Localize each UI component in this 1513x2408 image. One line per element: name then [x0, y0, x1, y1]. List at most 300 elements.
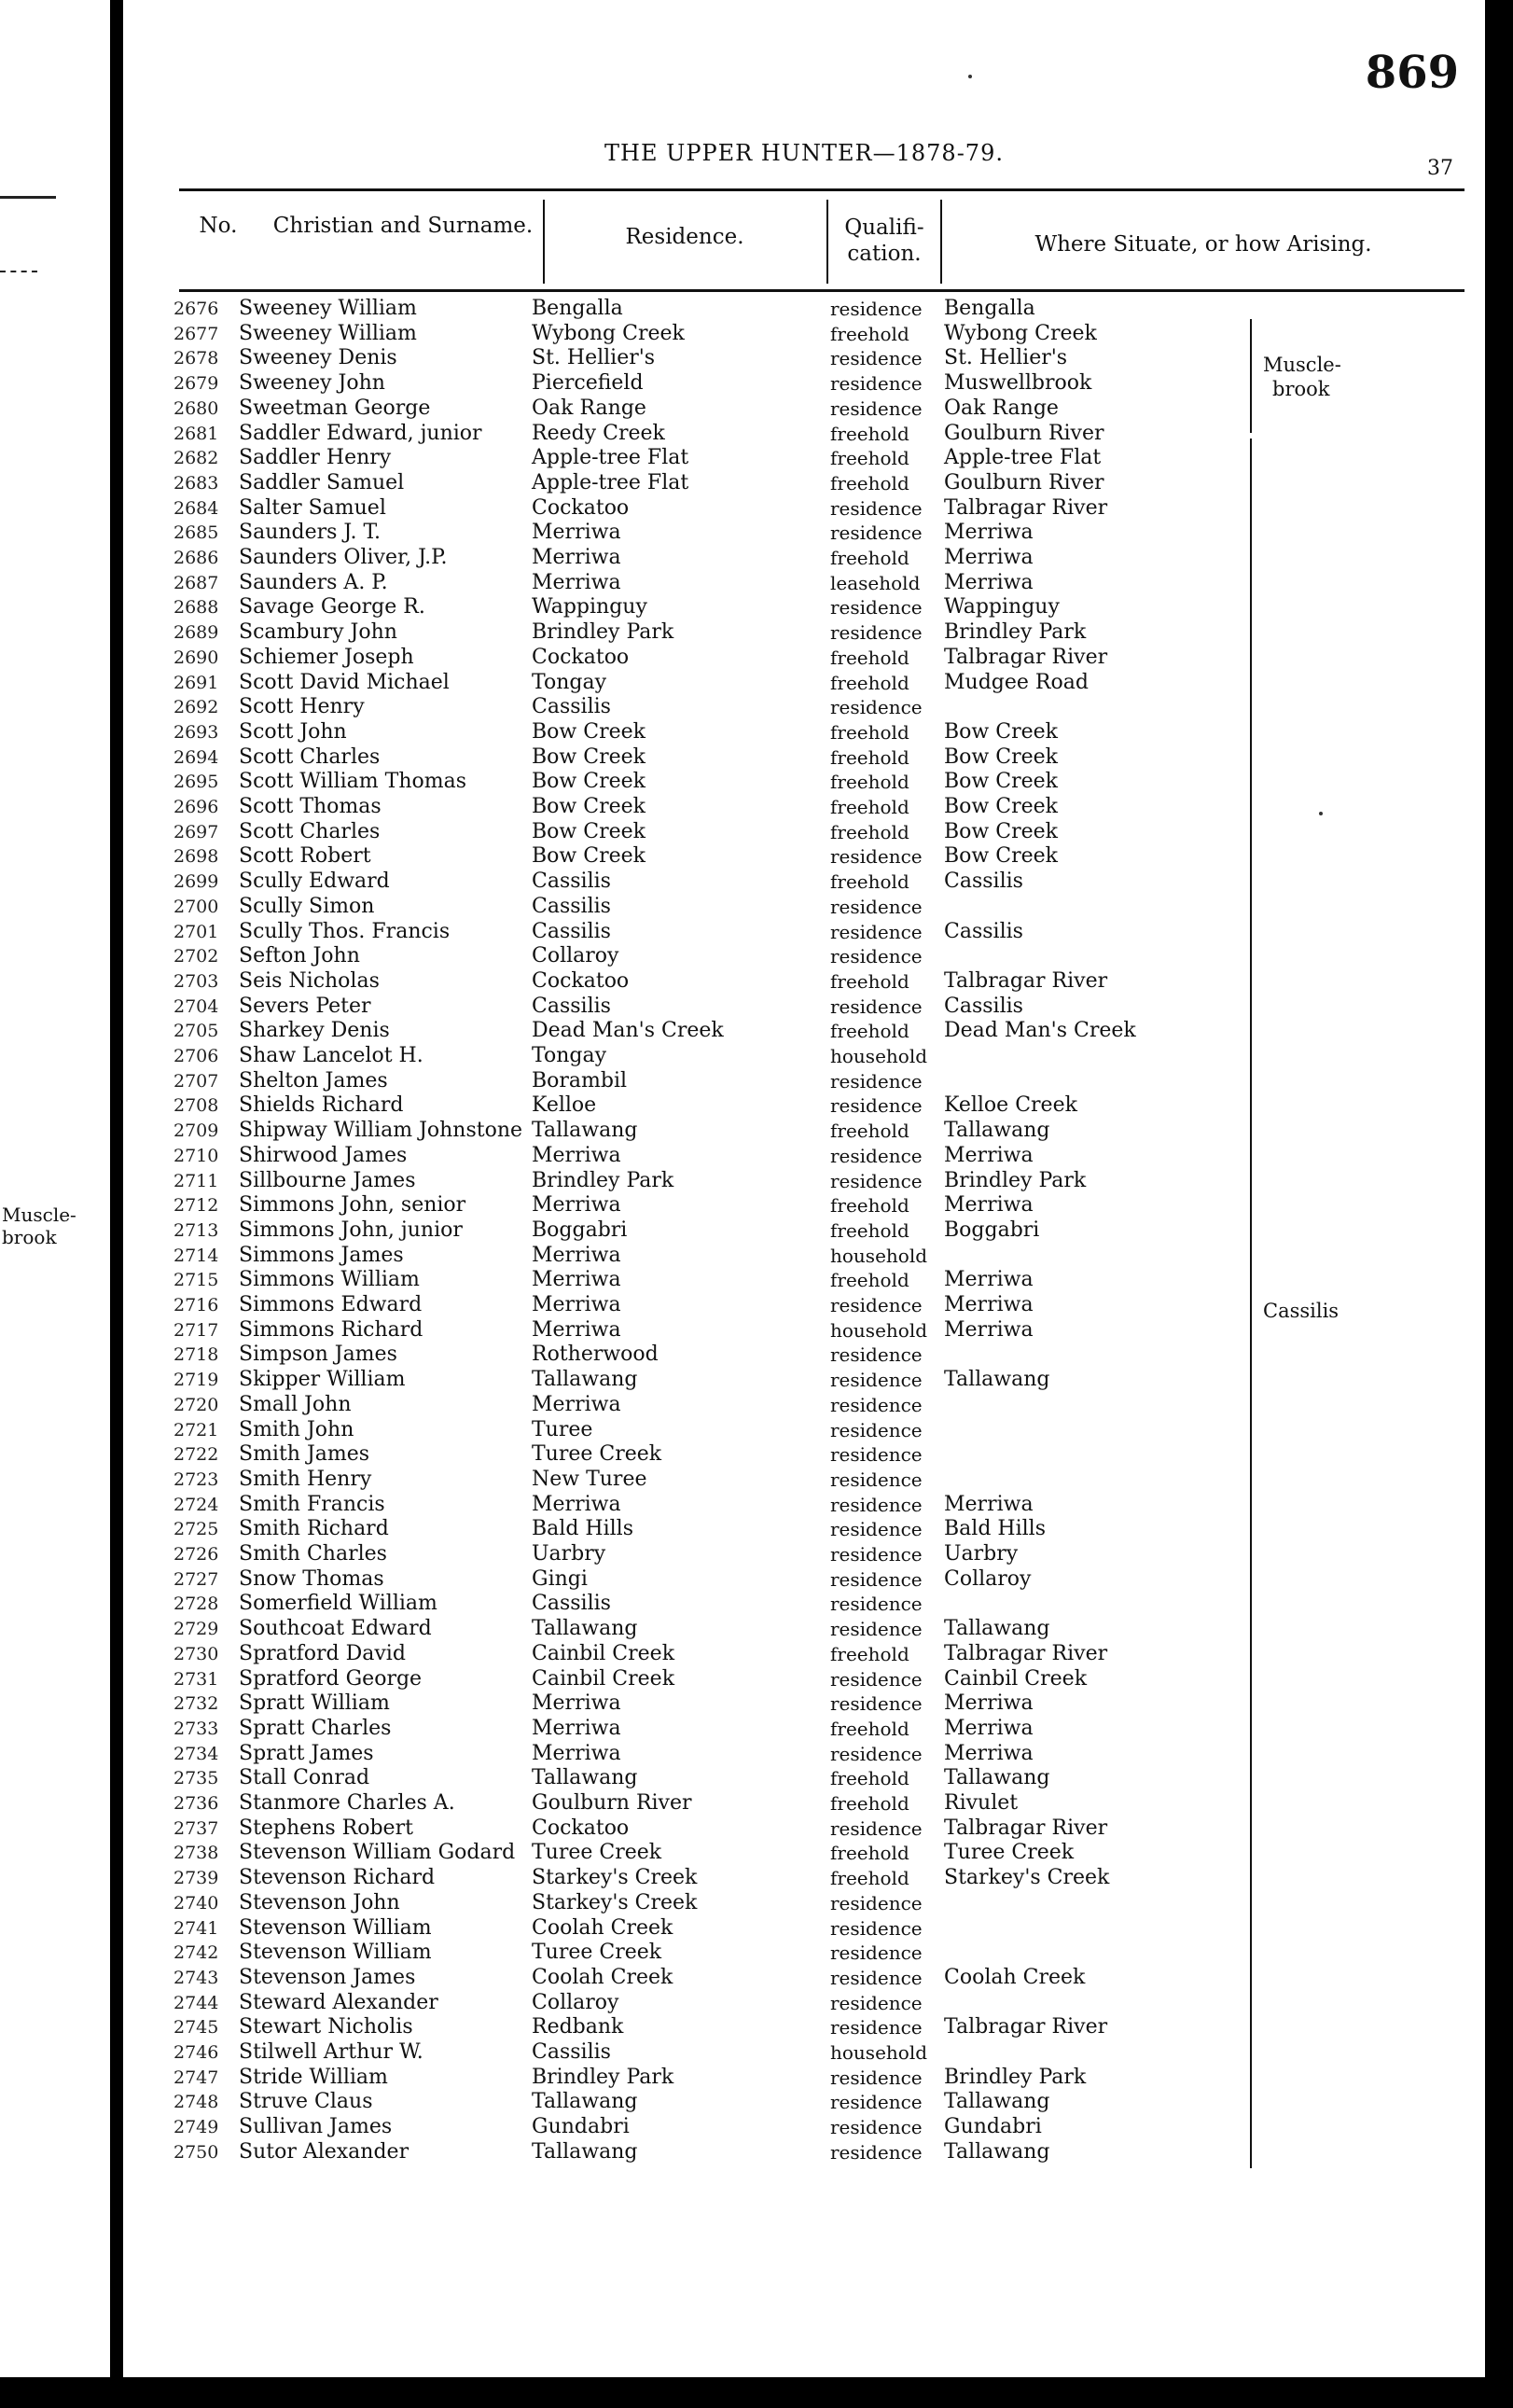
- qualification: freehold: [830, 646, 909, 669]
- ink-speck: [968, 75, 972, 78]
- entry-number: 2740: [174, 1892, 219, 1914]
- elector-name: Simpson James: [239, 1343, 397, 1367]
- entry-number: 2744: [174, 1992, 219, 2013]
- elector-name: Scott John: [239, 719, 347, 744]
- table-row: [123, 671, 1485, 696]
- table-row: [123, 1093, 1485, 1119]
- elector-name: Stevenson William Godard: [239, 1841, 516, 1865]
- entry-number: 2681: [174, 423, 219, 444]
- brace-cassilis: [1250, 438, 1261, 2168]
- entry-number: 2708: [174, 1095, 219, 1117]
- residence: Merriwa: [532, 1317, 621, 1342]
- elector-name: Shields Richard: [239, 1093, 404, 1118]
- table-row: [123, 422, 1485, 447]
- entry-number: 2723: [174, 1468, 219, 1490]
- residence: Bow Creek: [532, 745, 645, 769]
- elector-name: Smith Charles: [239, 1542, 387, 1566]
- residence: Cassilis: [532, 919, 611, 943]
- qualification: residence: [830, 1891, 923, 1914]
- residence: Coolah Creek: [532, 1915, 673, 1940]
- qualification: residence: [830, 298, 923, 320]
- residence: Starkey's Creek: [532, 1866, 698, 1890]
- where-situate: Merriwa: [944, 1317, 1034, 1342]
- entry-number: 2693: [174, 721, 219, 743]
- residence: Tallawang: [532, 1617, 638, 1641]
- elector-name: Scambury John: [239, 620, 397, 645]
- where-situate: Merriwa: [944, 521, 1034, 545]
- qualification: residence: [830, 1618, 923, 1641]
- entry-number: 2702: [174, 946, 219, 967]
- table-row: [123, 1343, 1485, 1368]
- where-situate: St. Hellier's: [944, 346, 1068, 370]
- qualification: residence: [830, 2140, 923, 2164]
- table-row: [123, 1916, 1485, 1942]
- header-bottom-rule: [179, 289, 1464, 292]
- table-row: [123, 1044, 1485, 1069]
- residence: Collaroy: [532, 1990, 619, 2014]
- elector-name: Southcoat Edward: [239, 1617, 432, 1641]
- residence: Tallawang: [532, 2139, 638, 2164]
- residence: Merriwa: [532, 1143, 621, 1167]
- header-top-rule: [179, 188, 1464, 191]
- qualification: residence: [830, 621, 923, 645]
- elector-name: Simmons John, senior: [239, 1193, 466, 1218]
- where-situate: Merriwa: [944, 1691, 1034, 1716]
- entry-number: 2737: [174, 1817, 219, 1839]
- entry-number: 2728: [174, 1594, 219, 1615]
- entry-number: 2732: [174, 1693, 219, 1715]
- table-row: [123, 870, 1485, 895]
- qualification: freehold: [830, 1269, 909, 1292]
- elector-name: Scully Edward: [239, 870, 390, 894]
- where-situate: Merriwa: [944, 1193, 1034, 1218]
- entry-number: 2717: [174, 1319, 219, 1341]
- entry-number: 2720: [174, 1394, 219, 1415]
- elector-name: Skipper William: [239, 1368, 406, 1392]
- elector-name: Sillbourne James: [239, 1168, 416, 1192]
- qualification: freehold: [830, 796, 909, 818]
- qualification: residence: [830, 1543, 923, 1566]
- where-situate: Bald Hills: [944, 1517, 1046, 1541]
- elector-name: Salter Samuel: [239, 495, 386, 520]
- where-situate: Collaroy: [944, 1566, 1032, 1591]
- where-situate: Boggabri: [944, 1218, 1040, 1242]
- table-row: [123, 521, 1485, 546]
- where-situate: Cassilis: [944, 919, 1023, 943]
- entry-number: 2736: [174, 1793, 219, 1814]
- entry-number: 2734: [174, 1743, 219, 1764]
- table-row: [123, 546, 1485, 571]
- table-row: [123, 1218, 1485, 1244]
- entry-number: 2691: [174, 672, 219, 693]
- table-row: [123, 920, 1485, 945]
- entry-number: 2721: [174, 1419, 219, 1441]
- table-row: [123, 844, 1485, 870]
- entry-number: 2745: [174, 2017, 219, 2039]
- residence: Bengalla: [532, 297, 623, 320]
- header-no: No.: [199, 214, 238, 238]
- folio-number: 37: [1427, 157, 1453, 180]
- elector-name: Saddler Edward, junior: [239, 421, 482, 445]
- elector-name: Saunders Oliver, J.P.: [239, 546, 448, 569]
- where-situate: Brindley Park: [944, 1168, 1087, 1192]
- entry-number: 2679: [174, 373, 219, 395]
- table-row: [123, 1941, 1485, 1966]
- elector-name: Spratt William: [239, 1691, 390, 1716]
- qualification: freehold: [830, 547, 909, 569]
- residence: Merriwa: [532, 1492, 621, 1516]
- table-row: [123, 1268, 1485, 1293]
- residence: St. Hellier's: [532, 346, 656, 370]
- elector-name: Scott Charles: [239, 819, 381, 843]
- elector-name: Sweeney William: [239, 321, 417, 345]
- residence: Brindley Park: [532, 620, 674, 645]
- where-situate: Bow Creek: [944, 770, 1058, 794]
- where-situate: Mudgee Road: [944, 670, 1089, 694]
- where-situate: Bow Creek: [944, 819, 1058, 843]
- residence: Merriwa: [532, 570, 621, 594]
- qualification: household: [830, 1318, 928, 1342]
- table-row: [123, 1816, 1485, 1842]
- qualification: residence: [830, 1493, 923, 1516]
- qualification: residence: [830, 1069, 923, 1093]
- residence: Merriwa: [532, 1716, 621, 1740]
- elector-name: Spratford David: [239, 1641, 406, 1665]
- qualification: residence: [830, 397, 923, 420]
- qualification: freehold: [830, 771, 909, 794]
- elector-name: Stevenson William: [239, 1941, 432, 1965]
- qualification: residence: [830, 920, 923, 943]
- entry-number: 2722: [174, 1444, 219, 1466]
- qualification: residence: [830, 1144, 923, 1167]
- qualification: freehold: [830, 422, 909, 445]
- where-situate: Talbragar River: [944, 1816, 1108, 1840]
- where-situate: Goulburn River: [944, 421, 1104, 445]
- where-situate: Tallawang: [944, 2090, 1050, 2114]
- residence: Cassilis: [532, 870, 611, 894]
- table-row: [123, 1841, 1485, 1866]
- residence: Bald Hills: [532, 1517, 633, 1541]
- margin-rule: [0, 196, 56, 199]
- qualification: residence: [830, 522, 923, 545]
- residence: Cockatoo: [532, 968, 630, 993]
- where-situate: Goulburn River: [944, 470, 1104, 494]
- residence: Brindley Park: [532, 2065, 674, 2089]
- residence: Merriwa: [532, 1268, 621, 1292]
- residence: Merriwa: [532, 1741, 621, 1765]
- entry-number: 2687: [174, 572, 219, 593]
- qualification: residence: [830, 347, 923, 370]
- entry-number: 2698: [174, 846, 219, 868]
- table-row: [123, 944, 1485, 969]
- elector-name: Scott David Michael: [239, 670, 450, 694]
- where-situate: Bow Creek: [944, 844, 1058, 869]
- residence: Turee Creek: [532, 1442, 662, 1467]
- residence: Cockatoo: [532, 495, 630, 520]
- where-situate: Coolah Creek: [944, 1965, 1086, 1989]
- table-row: [123, 995, 1485, 1020]
- qualification: residence: [830, 895, 923, 918]
- where-situate: Cassilis: [944, 994, 1023, 1018]
- qualification: residence: [830, 1916, 923, 1940]
- table-row: [123, 1617, 1485, 1642]
- qualification: residence: [830, 1294, 923, 1316]
- where-situate: Talbragar River: [944, 645, 1108, 669]
- elector-name: Sutor Alexander: [239, 2139, 409, 2164]
- table-row: [123, 1244, 1485, 1269]
- entry-number: 2725: [174, 1519, 219, 1540]
- qualification: residence: [830, 1991, 923, 2014]
- residence: Merriwa: [532, 1691, 621, 1716]
- qualification: freehold: [830, 1020, 909, 1043]
- where-situate: Turee Creek: [944, 1841, 1075, 1865]
- qualification: residence: [830, 1966, 923, 1989]
- table-row: [123, 571, 1485, 596]
- residence: Kelloe: [532, 1093, 597, 1118]
- table-row: [123, 1468, 1485, 1493]
- where-situate: Tallawang: [944, 1119, 1050, 1143]
- where-situate: Uarbry: [944, 1542, 1019, 1566]
- table-row: [123, 446, 1485, 471]
- running-head: THE UPPER HUNTER—1878-79.: [604, 140, 1004, 166]
- table-row: [123, 2115, 1485, 2140]
- table-row: [123, 1642, 1485, 1667]
- table-row: [123, 1891, 1485, 1916]
- where-situate: Tallawang: [944, 2139, 1050, 2164]
- where-situate: Cainbil Creek: [944, 1666, 1088, 1691]
- entry-number: 2701: [174, 921, 219, 942]
- entry-number: 2739: [174, 1868, 219, 1889]
- elector-name: Scott Thomas: [239, 795, 382, 818]
- entry-number: 2724: [174, 1494, 219, 1515]
- where-situate: Oak Range: [944, 396, 1059, 420]
- elector-name: Somerfield William: [239, 1592, 437, 1616]
- table-row: [123, 795, 1485, 820]
- residence: Coolah Creek: [532, 1965, 673, 1989]
- residence: Collaroy: [532, 944, 619, 968]
- table-row: [123, 595, 1485, 620]
- elector-name: Stevenson John: [239, 1890, 400, 1914]
- table-row: [123, 1592, 1485, 1617]
- table-row: [123, 496, 1485, 522]
- table-row: [123, 895, 1485, 920]
- qualification: freehold: [830, 820, 909, 843]
- table-row: [123, 1866, 1485, 1891]
- table-row: [123, 2040, 1485, 2066]
- residence: Tallawang: [532, 2090, 638, 2114]
- where-situate: Bow Creek: [944, 795, 1058, 818]
- where-situate: Kelloe Creek: [944, 1093, 1077, 1118]
- entry-number: 2697: [174, 821, 219, 842]
- elector-name: Sweetman George: [239, 396, 431, 420]
- where-situate: Merriwa: [944, 1492, 1034, 1516]
- header-qualification-1: Qualifi-: [844, 216, 924, 240]
- qualification: residence: [830, 596, 923, 619]
- elector-name: Stanmore Charles A.: [239, 1791, 455, 1815]
- residence: Cockatoo: [532, 1816, 630, 1840]
- header-qualification-2: cation.: [847, 242, 922, 266]
- elector-name: Schiemer Joseph: [239, 645, 414, 669]
- qualification: residence: [830, 1343, 923, 1367]
- document-page: [123, 0, 1485, 2377]
- table-row: [123, 1442, 1485, 1468]
- table-row: [123, 1567, 1485, 1593]
- qualification: freehold: [830, 447, 909, 470]
- elector-name: Saddler Henry: [239, 446, 392, 470]
- elector-name: Smith James: [239, 1442, 370, 1467]
- table-row: [123, 820, 1485, 845]
- header-name: Christian and Surname.: [272, 214, 534, 238]
- entry-number: 2731: [174, 1668, 219, 1690]
- qualification: residence: [830, 1567, 923, 1591]
- residence: Cassilis: [532, 894, 611, 918]
- elector-name: Shelton James: [239, 1068, 388, 1093]
- table-row: [123, 646, 1485, 671]
- table-row: [123, 1069, 1485, 1094]
- entry-number: 2713: [174, 1219, 219, 1241]
- entry-number: 2699: [174, 871, 219, 893]
- elector-name: Stilwell Arthur W.: [239, 2040, 423, 2064]
- entry-number: 2738: [174, 1843, 219, 1864]
- elector-name: Scott Henry: [239, 695, 365, 719]
- entry-number: 2746: [174, 2042, 219, 2063]
- brace-muswellbrook: [1250, 319, 1261, 433]
- table-row: [123, 297, 1485, 322]
- residence: Borambil: [532, 1068, 628, 1093]
- entry-number: 2676: [174, 299, 219, 319]
- elector-name: Sweeney John: [239, 371, 385, 396]
- residence: Goulburn River: [532, 1791, 692, 1815]
- table-row: [123, 1991, 1485, 2016]
- elector-name: Sharkey Denis: [239, 1019, 390, 1043]
- where-situate: Talbragar River: [944, 495, 1108, 520]
- residence: Cockatoo: [532, 645, 630, 669]
- entry-number: 2741: [174, 1917, 219, 1939]
- qualification: residence: [830, 945, 923, 968]
- elector-name: Smith Richard: [239, 1517, 389, 1541]
- entry-number: 2704: [174, 995, 219, 1017]
- elector-name: Snow Thomas: [239, 1566, 384, 1591]
- entry-number: 2700: [174, 896, 219, 917]
- residence: Merriwa: [532, 1293, 621, 1316]
- entry-number: 2707: [174, 1070, 219, 1092]
- elector-name: Savage George R.: [239, 595, 425, 619]
- elector-name: Scully Simon: [239, 894, 375, 918]
- qualification: freehold: [830, 671, 909, 694]
- where-situate: Wappinguy: [944, 595, 1060, 619]
- qualification: freehold: [830, 1717, 909, 1740]
- residence: Merriwa: [532, 521, 621, 545]
- table-row: [123, 1019, 1485, 1044]
- qualification: freehold: [830, 745, 909, 769]
- elector-name: Shipway William Johnstone: [239, 1119, 523, 1143]
- table-row: [123, 2090, 1485, 2115]
- where-situate: Merriwa: [944, 570, 1034, 594]
- elector-name: Smith Henry: [239, 1467, 372, 1491]
- table-row: [123, 720, 1485, 745]
- where-situate: Talbragar River: [944, 968, 1108, 993]
- qualification: freehold: [830, 1767, 909, 1790]
- table-row: [123, 2015, 1485, 2040]
- qualification: freehold: [830, 1120, 909, 1143]
- qualification: residence: [830, 1518, 923, 1541]
- residence: New Turee: [532, 1467, 647, 1491]
- residence: Cassilis: [532, 695, 611, 719]
- residence: Oak Range: [532, 396, 646, 420]
- entry-number: 2748: [174, 2092, 219, 2113]
- qualification: residence: [830, 496, 923, 520]
- table-row: [123, 1169, 1485, 1194]
- elector-name: Saddler Samuel: [239, 470, 405, 494]
- entry-number: 2727: [174, 1568, 219, 1590]
- entry-number: 2749: [174, 2117, 219, 2138]
- residence: Turee Creek: [532, 1941, 662, 1965]
- elector-name: Seis Nicholas: [239, 968, 380, 993]
- table-row: [123, 1119, 1485, 1144]
- entry-number: 2730: [174, 1643, 219, 1664]
- qualification: residence: [830, 1169, 923, 1192]
- table-row: [123, 1193, 1485, 1218]
- table-row: [123, 1667, 1485, 1692]
- qualification: residence: [830, 696, 923, 719]
- where-situate: Tallawang: [944, 1766, 1050, 1790]
- table-row: [123, 969, 1485, 995]
- residence: Tongay: [532, 1044, 607, 1067]
- entry-number: 2688: [174, 597, 219, 619]
- entry-number: 2680: [174, 397, 219, 419]
- qualification: freehold: [830, 471, 909, 494]
- residence: Merriwa: [532, 1193, 621, 1218]
- entry-number: 2677: [174, 323, 219, 344]
- residence: Bow Creek: [532, 719, 645, 744]
- residence: Merriwa: [532, 546, 621, 569]
- qualification: residence: [830, 1418, 923, 1441]
- entry-number: 2703: [174, 970, 219, 992]
- qualification: residence: [830, 1094, 923, 1118]
- where-situate: Talbragar River: [944, 1641, 1108, 1665]
- qualification: residence: [830, 372, 923, 396]
- table-row: [123, 1791, 1485, 1816]
- residence: Reedy Creek: [532, 421, 665, 445]
- elector-name: Sweeney William: [239, 297, 417, 320]
- where-situate: Apple-tree Flat: [944, 446, 1102, 470]
- residence: Cainbil Creek: [532, 1641, 675, 1665]
- entry-number: 2689: [174, 622, 219, 644]
- elector-name: Simmons Edward: [239, 1293, 423, 1316]
- qualification: freehold: [830, 1792, 909, 1815]
- elector-name: Struve Claus: [239, 2090, 373, 2114]
- elector-name: Stephens Robert: [239, 1816, 413, 1840]
- elector-name: Scott Charles: [239, 745, 381, 769]
- elector-name: Sullivan James: [239, 2115, 393, 2139]
- residence: Cassilis: [532, 2040, 611, 2064]
- residence: Apple-tree Flat: [532, 446, 689, 470]
- residence: Apple-tree Flat: [532, 470, 689, 494]
- table-row: [123, 1966, 1485, 1991]
- residence: Dead Man's Creek: [532, 1019, 724, 1043]
- qualification: freehold: [830, 969, 909, 993]
- residence: Tongay: [532, 670, 607, 694]
- where-situate: Merriwa: [944, 1716, 1034, 1740]
- where-situate: Gundabri: [944, 2115, 1042, 2139]
- residence: Cassilis: [532, 1592, 611, 1616]
- where-situate: Rivulet: [944, 1791, 1019, 1815]
- entry-number: 2695: [174, 772, 219, 793]
- residence: Wybong Creek: [532, 321, 685, 345]
- where-situate: Merriwa: [944, 1268, 1034, 1292]
- elector-name: Spratt James: [239, 1741, 374, 1765]
- table-row: [123, 1691, 1485, 1717]
